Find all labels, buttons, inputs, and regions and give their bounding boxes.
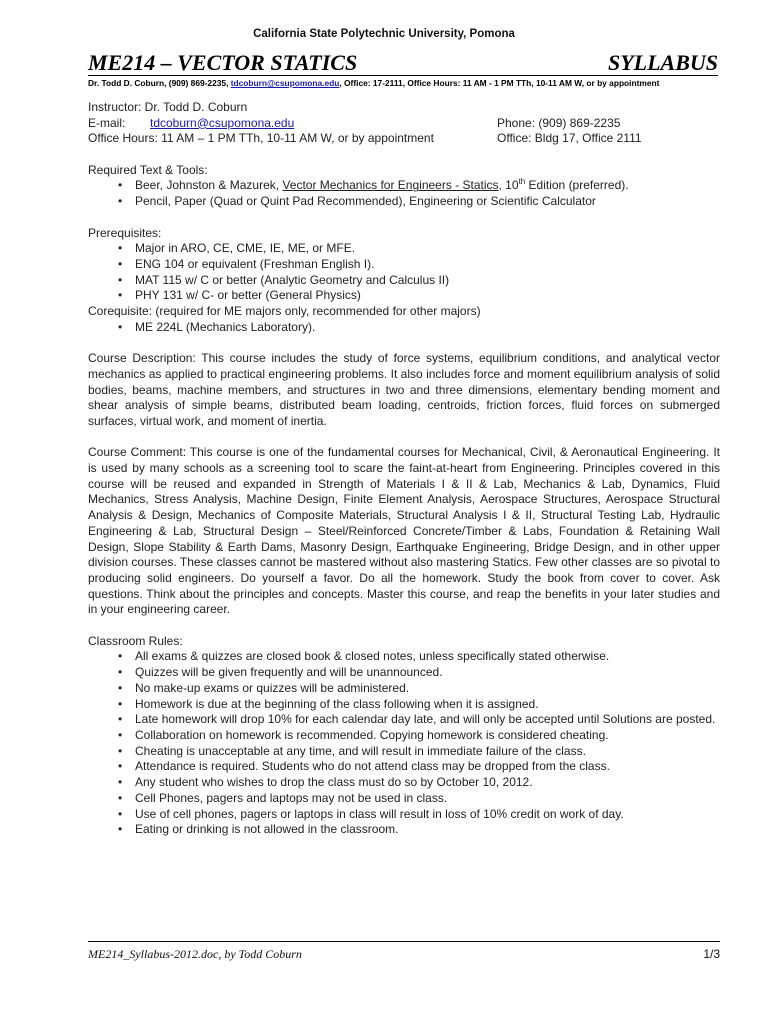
bullet-icon: • bbox=[118, 319, 123, 334]
bullet-icon: • bbox=[118, 822, 123, 837]
required-heading: Required Text & Tools: bbox=[88, 162, 208, 177]
list-item: • Pencil, Paper (Quad or Quint Pad Recommended), Engineering or Scientific Calculator bbox=[118, 194, 596, 209]
list-item: • Late homework will drop 10% for each calendar day late, and will only be accepted until Solutions are posted. bbox=[118, 712, 716, 727]
instructor-line: Instructor: Dr. Todd D. Coburn bbox=[88, 100, 248, 114]
bullet-icon: • bbox=[118, 696, 123, 711]
list-item: • ME 224L (Mechanics Laboratory). bbox=[118, 319, 316, 334]
list-item: • Beer, Johnston & Mazurek, Vector Mechanics for Engineers - Statics, 10th Edition (preferred). bbox=[118, 177, 629, 193]
required-list bbox=[88, 178, 720, 209]
corequisite-list bbox=[88, 320, 720, 336]
university-name: California State Polytechnic University, Pomona bbox=[253, 28, 515, 40]
bullet-icon: • bbox=[118, 790, 123, 805]
bullet-icon: • bbox=[118, 759, 123, 774]
bullet-icon: • bbox=[118, 178, 123, 193]
rules-heading: Classroom Rules: bbox=[88, 633, 183, 648]
prerequisites-heading: Prerequisites: bbox=[88, 225, 162, 240]
document-type: SYLLABUS bbox=[607, 50, 718, 75]
bullet-icon: • bbox=[118, 743, 123, 758]
header-contact-line: Dr. Todd D. Coburn, (909) 869-2235, tdcoburn@csupomona.edu, Office: 17-2111, Office Hours: 11 AM - 1 PM TTh, 10-11 AM W, or by appointment bbox=[88, 78, 660, 88]
header-email-link[interactable]: tdcoburn@csupomona.edu bbox=[230, 78, 340, 88]
bullet-icon: • bbox=[118, 775, 123, 790]
footer-rule bbox=[88, 941, 720, 942]
list-item: • Major in ARO, CE, CME, IE, ME, or MFE. bbox=[118, 241, 356, 256]
bullet-icon: • bbox=[118, 712, 123, 727]
list-item: • ENG 104 or equivalent (Freshman English I). bbox=[118, 256, 375, 271]
phone-text: Phone: (909) 869-2235 bbox=[497, 115, 621, 130]
list-item: • Cheating is unacceptable at any time, and will result in immediate failure of the class. bbox=[118, 743, 586, 758]
list-item: • MAT 115 w/ C or better (Analytic Geometry and Calculus II) bbox=[118, 272, 450, 287]
list-item: • Any student who wishes to drop the class must do so by October 10, 2012. bbox=[118, 775, 533, 790]
corequisite-heading: Corequisite: (required for ME majors only, recommended for other majors) bbox=[88, 304, 481, 319]
list-item: • All exams & quizzes are closed book & closed notes, unless specifically stated otherwise. bbox=[118, 649, 610, 664]
list-item: • Homework is due at the beginning of the class following when it is assigned. bbox=[118, 696, 539, 711]
list-item: • Quizzes will be given frequently and will be unannounced. bbox=[118, 665, 443, 680]
header-rule bbox=[88, 75, 718, 76]
list-item: • PHY 131 w/ C- or better (General Physics) bbox=[118, 288, 361, 303]
bullet-icon: • bbox=[118, 241, 123, 256]
textbook-title: Vector Mechanics for Engineers - Statics bbox=[282, 178, 499, 193]
course-description: Course Description: This course includes the study of force systems, equilibrium conditions, and analytical vector mechanics as applied to practical engineering problems. It also includes force and moment equilibrium analysis of solid bodies, beams, machine members, and structures in two and three dimensions, elementary bending moment and shear analysis of simple beams, distributed beam loading, centroids, friction forces, fluid forces on submerged surfaces, virtual work, and moment of inertia. bbox=[88, 351, 720, 428]
bullet-icon: • bbox=[118, 728, 123, 742]
course-title: ME214 – VECTOR STATICS bbox=[88, 50, 358, 75]
list-item: • Eating or drinking is not allowed in the classroom. bbox=[118, 822, 399, 837]
list-item: • No make-up exams or quizzes will be administered. bbox=[118, 680, 410, 695]
bullet-icon: • bbox=[118, 194, 123, 209]
bullet-icon: • bbox=[118, 288, 123, 303]
list-item: • Use of cell phones, pagers or laptops in class will result in loss of 10% credit on work of day. bbox=[118, 806, 624, 821]
office-location-text: Office: Bldg 17, Office 2111 bbox=[497, 131, 642, 146]
list-item: • Attendance is required. Students who do not attend class may be dropped from the class. bbox=[118, 759, 610, 774]
footer-filename: ME214_Syllabus-2012.doc, by Todd Coburn bbox=[88, 947, 302, 961]
bullet-icon: • bbox=[118, 272, 123, 287]
syllabus-body bbox=[88, 100, 720, 838]
title-row bbox=[88, 50, 718, 78]
instructor-email-link[interactable]: tdcoburn@csupomona.edu bbox=[150, 115, 295, 130]
office-row bbox=[88, 131, 720, 147]
page-footer bbox=[88, 947, 720, 963]
bullet-icon: • bbox=[118, 680, 123, 695]
bullet-icon: • bbox=[118, 806, 123, 821]
course-comment: Course Comment: This course is one of the fundamental courses for Mechanical, Civil, & Aeronautical Engineering. It is used by many schools as a screening tool to scare the faint-at-heart from Engineering. Principles covered in this course will be reused and expanded in Strength of Materials I & II & Lab, Mechanics & Lab, Dynamics, Fluid Mechanics, Stress Analysis, Machine Design, Finite Element Analysis, Aerospace Structures, Aerospace Structural Analysis & Design, Mechanics of Composite Materials, Structural Analysis I & II, Structural Testing Lab, Hydraulic Engineering & Lab, Structural Design – Steel/Reinforced Concrete/Timber & Labs, Foundation & Retaining Wall Design, Slope Stability & Earth Dams, Masonry Design, Earthquake Engineering, Bridge Design, and in other upper division courses. These classes cannot be mastered without also mastering Statics. Few other classes are so pivotal to producing solid engineers. Do yourself a favor. Do all the homework. Study the book from cover to cover. Ask questions. Think about the principles and concepts. Master this course, and reap the benefits in your later studies and in your engineering career. bbox=[88, 445, 720, 617]
office-hours-text: Office Hours: 11 AM – 1 PM TTh, 10-11 AM W, or by appointment bbox=[88, 131, 434, 146]
list-item: • Cell Phones, pagers and laptops may not be used in class. bbox=[118, 790, 448, 805]
email-row bbox=[88, 116, 720, 132]
prerequisites-list bbox=[88, 241, 720, 304]
list-item: • Collaboration on homework is recommended. Copying homework is considered cheating. bbox=[118, 728, 609, 742]
page-number: 1/3 bbox=[703, 947, 720, 961]
bullet-icon: • bbox=[118, 649, 123, 664]
bullet-icon: • bbox=[118, 665, 123, 680]
bullet-icon: • bbox=[118, 256, 123, 271]
rules-list bbox=[88, 649, 720, 837]
email-label: E-mail: bbox=[88, 115, 126, 130]
